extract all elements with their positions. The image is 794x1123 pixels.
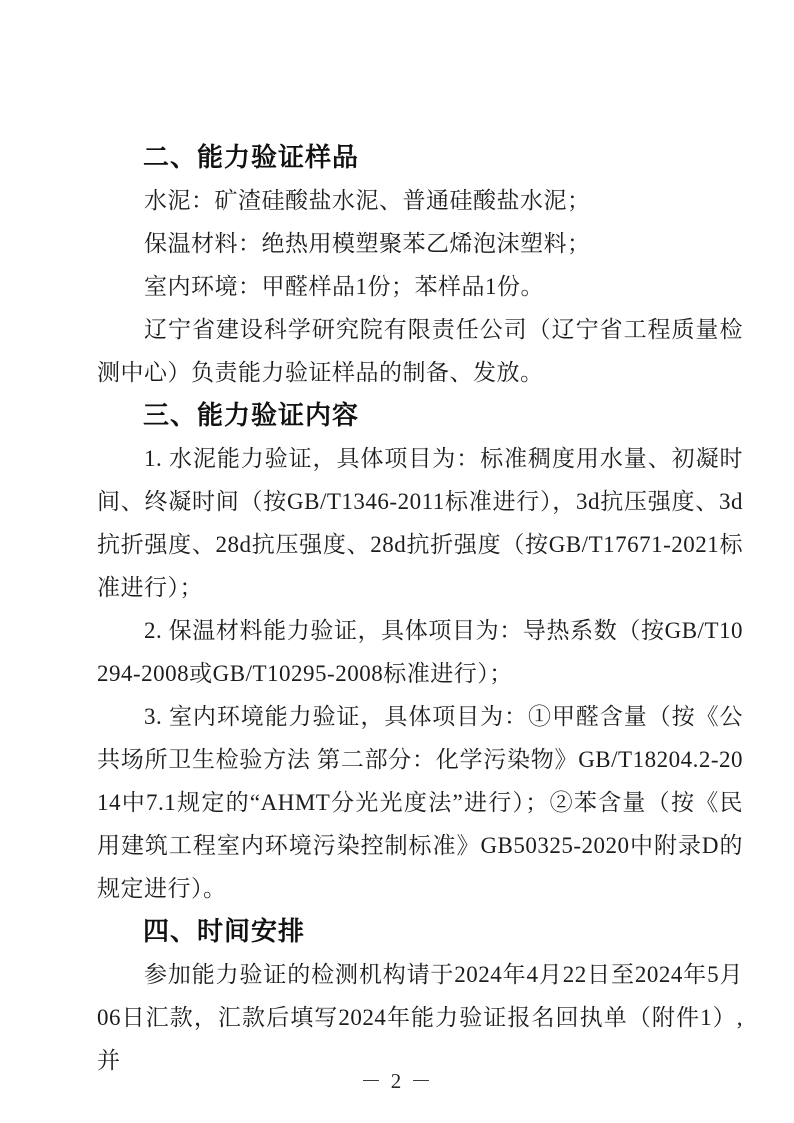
page-footer: [0, 1065, 794, 1095]
paragraph: 保温材料：绝热用模塑聚苯乙烯泡沫塑料；: [144, 231, 591, 256]
paragraph: 3. 室内环境能力验证，具体项目为：①甲醛含量（按《公共场所卫生检验方法 第二部分：化学污染物》GB/T18204.2-2014中7.1规定的“AHMT分光光度法”进行）；②苯含量（按《民用建筑工程室内环境污染控制标准》GB50325-2020中附录D的规定进行）。: [97, 704, 743, 901]
section-heading: 三、能力验证内容: [143, 400, 360, 430]
paragraph: 参加能力验证的检测机构请于2024年4月22日至2024年5月06日汇款，汇款后填写2024年能力验证报名回执单（附件1）,并: [97, 962, 743, 1073]
paragraph: 水泥：矿渣硅酸盐水泥、普通硅酸盐水泥；: [144, 188, 591, 213]
document-content: [97, 136, 743, 1082]
paragraph: 1. 水泥能力验证，具体项目为：标准稠度用水量、初凝时间、终凝时间（按GB/T1346-2011标准进行），3d抗压强度、3d抗折强度、28d抗压强度、28d抗折强度（按GB/T17671-2021标准进行）；: [97, 446, 743, 600]
page-number: － 2 －: [360, 1069, 434, 1093]
section-schedule: [97, 910, 743, 1082]
section-content: [97, 394, 743, 910]
section-heading: 二、能力验证样品: [143, 142, 360, 172]
paragraph: 辽宁省建设科学研究院有限责任公司（辽宁省工程质量检测中心）负责能力验证样品的制备、发放。: [97, 317, 743, 385]
section-samples: [97, 136, 743, 394]
section-heading: 四、时间安排: [143, 916, 306, 946]
paragraph: 室内环境：甲醛样品1份；苯样品1份。: [144, 274, 544, 299]
paragraph: 2. 保温材料能力验证，具体项目为：导热系数（按GB/T10294-2008或GB/T10295-2008标准进行）；: [97, 618, 743, 686]
